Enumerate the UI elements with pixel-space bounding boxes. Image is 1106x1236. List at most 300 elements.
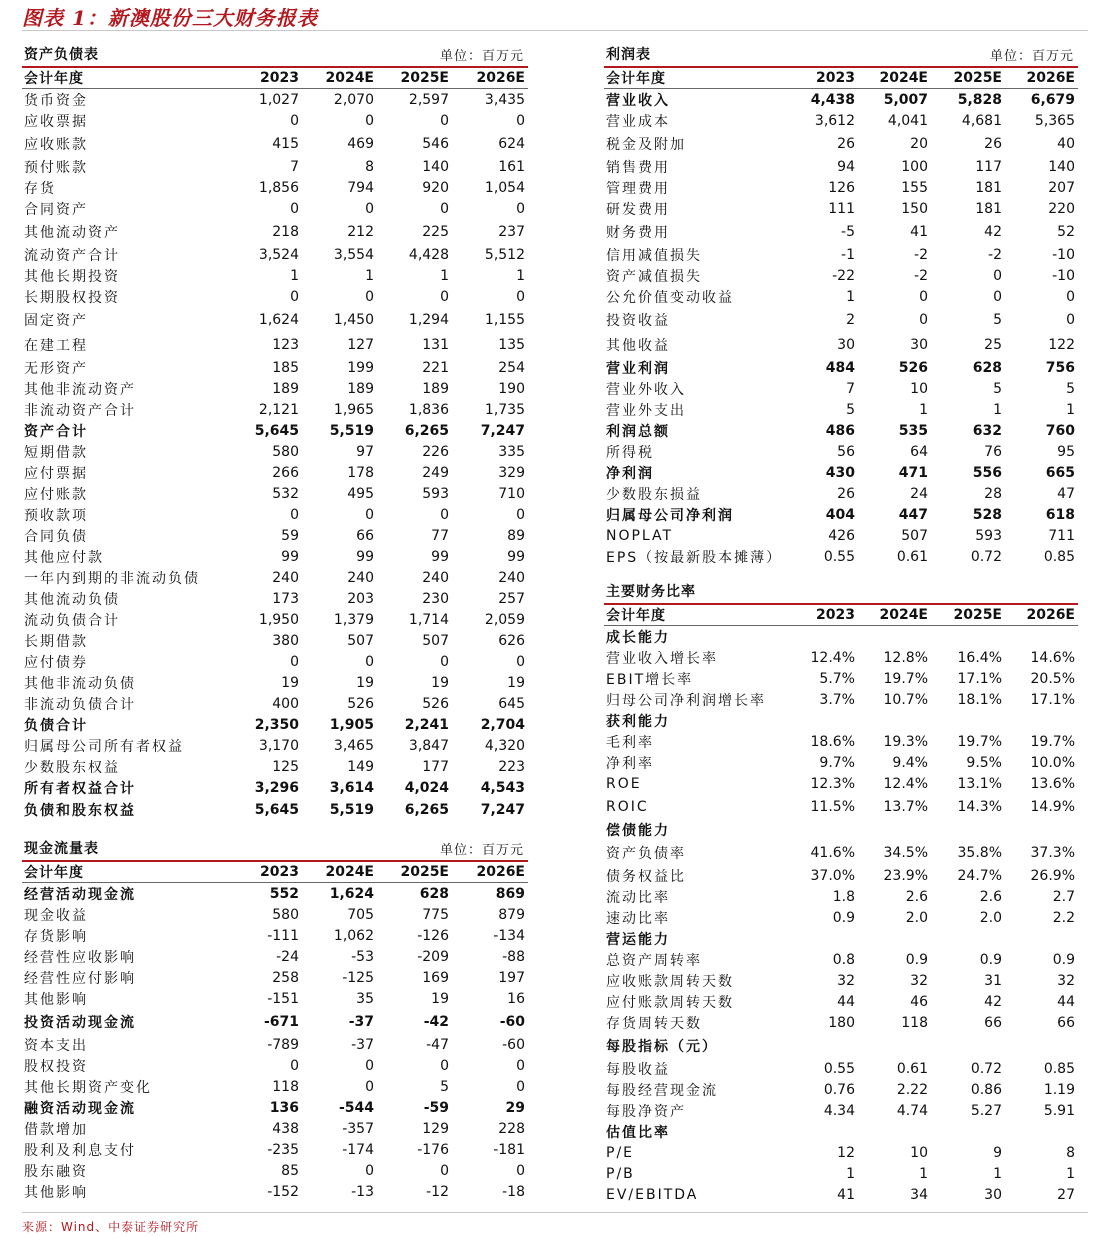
value-cell: -60	[499, 1013, 525, 1030]
table-row	[604, 244, 1078, 265]
value-cell: 6,265	[404, 802, 449, 818]
row-label: 毛利率	[606, 734, 654, 751]
row-label: 速动比率	[606, 910, 670, 927]
value-cell: 14.9%	[1030, 798, 1075, 815]
value-cell: 97	[356, 443, 374, 460]
value-cell: 140	[422, 158, 449, 175]
value-cell: 1,450	[333, 311, 374, 328]
row-label: 无形资产	[24, 360, 88, 377]
value-cell: 26.9%	[1030, 867, 1075, 884]
value-cell: 26	[837, 135, 855, 152]
row-label: 其他应付款	[24, 549, 104, 566]
row-label: 非流动资产合计	[24, 402, 136, 419]
value-cell: 11.5%	[810, 798, 855, 815]
value-cell: 99	[356, 548, 374, 565]
value-cell: 580	[272, 906, 299, 923]
value-cell: 484	[825, 359, 855, 376]
value-cell: 4,681	[961, 112, 1002, 129]
table-row	[22, 651, 528, 672]
value-cell: 99	[431, 548, 449, 565]
value-cell: 41	[837, 1186, 855, 1203]
value-cell: 471	[898, 464, 928, 481]
row-label: 存货	[24, 180, 56, 197]
row-label: 现金收益	[24, 907, 88, 924]
row-label: 经营性应付影响	[24, 970, 136, 987]
value-cell: 13.6%	[1030, 775, 1075, 792]
value-cell: -5	[841, 223, 855, 240]
value-cell: 225	[422, 223, 449, 240]
value-cell: 27	[1057, 1186, 1075, 1203]
row-label: 利润总额	[606, 423, 670, 440]
table-row	[22, 798, 528, 822]
column-header-label: 会计年度	[606, 71, 666, 87]
value-cell: -209	[417, 948, 449, 965]
row-label: NOPLAT	[606, 527, 674, 544]
value-cell: 9.4%	[892, 754, 928, 771]
value-cell: 0	[290, 653, 299, 670]
value-cell: 32	[837, 972, 855, 989]
row-label: 信用减值损失	[606, 247, 702, 264]
column-header-year: 2023	[816, 70, 855, 86]
value-cell: 203	[347, 590, 374, 607]
value-cell: 12.4%	[883, 775, 928, 792]
value-cell: 19	[356, 674, 374, 691]
value-cell: -60	[502, 1036, 525, 1053]
value-cell: 0	[365, 653, 374, 670]
table-row	[604, 991, 1078, 1012]
value-cell: 7	[846, 380, 855, 397]
table-row	[604, 89, 1078, 110]
table-row	[22, 1009, 528, 1034]
table-row	[22, 110, 528, 131]
value-cell: 705	[347, 906, 374, 923]
value-cell: 0.61	[896, 548, 928, 565]
value-cell: 580	[272, 443, 299, 460]
value-cell: 645	[498, 695, 525, 712]
table-row	[604, 886, 1078, 907]
table-row	[604, 357, 1078, 378]
table-row	[22, 883, 528, 904]
value-cell: 528	[972, 506, 1002, 523]
column-header-year: 2025E	[953, 607, 1002, 623]
value-cell: 169	[422, 969, 449, 986]
value-cell: 426	[828, 527, 855, 544]
table-row	[22, 1160, 528, 1181]
value-cell: 0	[365, 1162, 374, 1179]
value-cell: 12.3%	[810, 775, 855, 792]
table-row	[604, 689, 1078, 710]
table-row	[604, 399, 1078, 420]
value-cell: 10.0%	[1030, 754, 1075, 771]
value-cell: 177	[422, 758, 449, 775]
column-header-year: 2024E	[325, 864, 374, 880]
table-row	[604, 1012, 1078, 1033]
table-row	[22, 462, 528, 483]
section-heading-row	[604, 819, 1078, 840]
value-cell: 1,950	[258, 611, 299, 628]
value-cell: 42	[984, 223, 1002, 240]
row-label: ROIC	[606, 798, 649, 815]
table-row	[604, 110, 1078, 131]
row-label: 一年内到期的非流动负债	[24, 570, 200, 587]
value-cell: 2,350	[254, 716, 299, 733]
row-label: 存货影响	[24, 928, 88, 945]
value-cell: 17.1%	[957, 670, 1002, 687]
row-label: 长期股权投资	[24, 289, 120, 306]
row-label: 净利润	[606, 465, 654, 482]
row-label: 管理费用	[606, 180, 670, 197]
value-cell: 2,597	[408, 91, 449, 108]
value-cell: 0	[440, 1162, 449, 1179]
value-cell: 41	[910, 223, 928, 240]
value-cell: 20.5%	[1030, 670, 1075, 687]
value-cell: 18.1%	[957, 691, 1002, 708]
value-cell: 95	[1057, 443, 1075, 460]
value-cell: 149	[347, 758, 374, 775]
row-label: 应付债券	[24, 654, 88, 671]
value-cell: 593	[975, 527, 1002, 544]
value-cell: -544	[338, 1099, 374, 1116]
column-header-year: 2023	[816, 607, 855, 623]
value-cell: 161	[498, 158, 525, 175]
income-statement-header	[604, 46, 1078, 68]
value-cell: 0	[1066, 311, 1075, 328]
value-cell: 258	[272, 969, 299, 986]
income-statement-panel	[604, 46, 1078, 567]
column-header-year: 2026E	[1026, 607, 1075, 623]
value-cell: 0	[440, 506, 449, 523]
table-row	[604, 752, 1078, 773]
value-cell: 76	[984, 443, 1002, 460]
value-cell: 6,679	[1030, 91, 1075, 108]
row-label: 预收款项	[24, 507, 88, 524]
value-cell: 123	[272, 336, 299, 353]
row-label: 净利率	[606, 755, 654, 772]
value-cell: 32	[1057, 972, 1075, 989]
row-label: 融资活动现金流	[24, 1100, 136, 1117]
table-row	[22, 567, 528, 588]
value-cell: 526	[422, 695, 449, 712]
value-cell: 52	[1057, 223, 1075, 240]
value-cell: 760	[1045, 422, 1075, 439]
value-cell: 3,296	[254, 779, 299, 796]
value-cell: 3.7%	[819, 691, 855, 708]
row-label: 股东融资	[24, 1163, 88, 1180]
value-cell: 0.86	[970, 1081, 1002, 1098]
value-cell: 756	[1045, 359, 1075, 376]
value-cell: 0.55	[823, 1060, 855, 1077]
value-cell: 100	[901, 158, 928, 175]
table-row	[22, 286, 528, 307]
value-cell: 0.9	[905, 951, 928, 968]
value-cell: 42	[984, 993, 1002, 1010]
row-label: 经营性应收影响	[24, 949, 136, 966]
value-cell: 46	[910, 993, 928, 1010]
row-label: 短期借款	[24, 444, 88, 461]
value-cell: 2	[846, 311, 855, 328]
value-cell: 64	[910, 443, 928, 460]
value-cell: 632	[972, 422, 1002, 439]
value-cell: 1,836	[408, 401, 449, 418]
value-cell: -1	[841, 246, 855, 263]
column-header-label: 会计年度	[24, 865, 84, 881]
row-label: 流动资产合计	[24, 247, 120, 264]
section-heading-row	[604, 710, 1078, 731]
value-cell: 19.7%	[883, 670, 928, 687]
value-cell: 495	[347, 485, 374, 502]
table-row	[604, 865, 1078, 886]
value-cell: 66	[1057, 1014, 1075, 1031]
section-heading: 估值比率	[606, 1124, 670, 1141]
value-cell: 226	[422, 443, 449, 460]
value-cell: 507	[347, 632, 374, 649]
section-heading-row	[604, 928, 1078, 949]
row-label: 营业收入	[606, 92, 670, 109]
value-cell: 4,024	[404, 779, 449, 796]
value-cell: 111	[828, 200, 855, 217]
value-cell: 0	[516, 200, 525, 217]
row-label: 货币资金	[24, 92, 88, 109]
value-cell: 546	[422, 135, 449, 152]
value-cell: 1	[1066, 401, 1075, 418]
table-row	[604, 177, 1078, 198]
value-cell: 12	[837, 1144, 855, 1161]
value-cell: 1	[919, 1165, 928, 1182]
value-cell: -671	[263, 1013, 299, 1030]
table-row	[22, 735, 528, 756]
row-label: 在建工程	[24, 337, 88, 354]
value-cell: -37	[351, 1036, 374, 1053]
value-cell: 0	[440, 1057, 449, 1074]
value-cell: 447	[898, 506, 928, 523]
value-cell: 56	[837, 443, 855, 460]
value-cell: 0	[516, 1057, 525, 1074]
table-row	[22, 357, 528, 378]
table-row	[22, 1181, 528, 1202]
page-title: 图表 1：新澳股份三大财务报表	[22, 6, 318, 30]
value-cell: 5	[993, 380, 1002, 397]
row-label: 其他影响	[24, 1184, 88, 1201]
value-cell: 117	[975, 158, 1002, 175]
value-cell: -24	[276, 948, 299, 965]
income-statement-unit: 单位：百万元	[989, 49, 1074, 64]
value-cell: 178	[347, 464, 374, 481]
row-label: 长期借款	[24, 633, 88, 650]
value-cell: 140	[1048, 158, 1075, 175]
value-cell: 0.72	[970, 548, 1002, 565]
value-cell: 4,428	[408, 246, 449, 263]
value-cell: 173	[272, 590, 299, 607]
value-cell: 5	[993, 311, 1002, 328]
balance-sheet-unit: 单位：百万元	[439, 49, 524, 64]
value-cell: 77	[431, 527, 449, 544]
table-row	[22, 378, 528, 399]
value-cell: 1	[1066, 1165, 1075, 1182]
value-cell: 6,265	[404, 422, 449, 439]
value-cell: 628	[419, 885, 449, 902]
value-cell: 526	[898, 359, 928, 376]
value-cell: 0.72	[970, 1060, 1002, 1077]
value-cell: -12	[426, 1183, 449, 1200]
value-cell: 5,828	[957, 91, 1002, 108]
value-cell: 794	[347, 179, 374, 196]
value-cell: 14.3%	[957, 798, 1002, 815]
value-cell: 237	[498, 223, 525, 240]
cash-flow-rows	[22, 883, 528, 1202]
value-cell: 32	[910, 972, 928, 989]
value-cell: 118	[272, 1078, 299, 1095]
column-header-year: 2026E	[476, 864, 525, 880]
table-row	[604, 525, 1078, 546]
cash-flow-unit: 单位：百万元	[439, 843, 524, 858]
section-heading: 营运能力	[606, 931, 670, 948]
value-cell: 9	[993, 1144, 1002, 1161]
value-cell: 18.6%	[810, 733, 855, 750]
row-label: 债务权益比	[606, 868, 686, 885]
table-row	[22, 483, 528, 504]
value-cell: 0	[365, 1078, 374, 1095]
table-row	[22, 1055, 528, 1076]
balance-sheet-column-header	[22, 68, 528, 89]
value-cell: 190	[498, 380, 525, 397]
row-label: 应收票据	[24, 113, 88, 130]
value-cell: 5,512	[484, 246, 525, 263]
value-cell: 5,365	[1034, 112, 1075, 129]
value-cell: 189	[422, 380, 449, 397]
value-cell: -111	[267, 927, 299, 944]
value-cell: 197	[498, 969, 525, 986]
value-cell: 5,645	[254, 422, 299, 439]
value-cell: 4,041	[887, 112, 928, 129]
table-row	[22, 714, 528, 735]
title-divider	[22, 30, 1088, 31]
value-cell: 1	[993, 1165, 1002, 1182]
value-cell: 31	[984, 972, 1002, 989]
value-cell: -37	[348, 1013, 374, 1030]
table-row	[22, 525, 528, 546]
table-row	[604, 265, 1078, 286]
value-cell: 0.9	[979, 951, 1002, 968]
row-label: 营业收入增长率	[606, 650, 718, 667]
table-row	[22, 1097, 528, 1118]
value-cell: 5	[440, 1078, 449, 1095]
value-cell: 16.4%	[957, 649, 1002, 666]
row-label: 经营活动现金流	[24, 886, 136, 903]
row-label: 税金及附加	[606, 136, 686, 153]
balance-sheet-rows	[22, 89, 528, 822]
value-cell: 189	[272, 380, 299, 397]
value-cell: 0	[516, 1078, 525, 1095]
row-label: 总资产周转率	[606, 952, 702, 969]
table-row	[604, 546, 1078, 567]
row-label: 每股收益	[606, 1061, 670, 1078]
value-cell: 23.9%	[883, 867, 928, 884]
table-row	[604, 420, 1078, 441]
value-cell: 1,054	[484, 179, 525, 196]
row-label: 少数股东损益	[606, 486, 702, 503]
value-cell: 122	[1048, 336, 1075, 353]
value-cell: 136	[269, 1099, 299, 1116]
value-cell: 0	[365, 1057, 374, 1074]
table-row	[604, 378, 1078, 399]
value-cell: 0	[919, 288, 928, 305]
value-cell: 85	[281, 1162, 299, 1179]
section-heading: 偿债能力	[606, 822, 670, 839]
value-cell: -2	[914, 267, 928, 284]
value-cell: 240	[272, 569, 299, 586]
column-header-year: 2026E	[1026, 70, 1075, 86]
table-row	[22, 504, 528, 525]
row-label: 合同负债	[24, 528, 88, 545]
financial-ratios-rows	[604, 626, 1078, 1205]
value-cell: 0	[993, 267, 1002, 284]
value-cell: 1	[846, 288, 855, 305]
value-cell: 118	[901, 1014, 928, 1031]
row-label: 其他流动负债	[24, 591, 120, 608]
column-header-year: 2023	[260, 70, 299, 86]
cash-flow-column-header	[22, 862, 528, 883]
income-statement-rows	[604, 89, 1078, 567]
table-row	[22, 332, 528, 357]
value-cell: 0	[440, 112, 449, 129]
row-label: 股权投资	[24, 1058, 88, 1075]
table-row	[604, 840, 1078, 865]
value-cell: -53	[351, 948, 374, 965]
value-cell: 220	[1048, 200, 1075, 217]
value-cell: 0	[290, 288, 299, 305]
value-cell: 129	[422, 1120, 449, 1137]
value-cell: 0	[516, 1162, 525, 1179]
value-cell: 5,007	[883, 91, 928, 108]
value-cell: 552	[269, 885, 299, 902]
value-cell: 5.27	[970, 1102, 1002, 1119]
table-row	[22, 420, 528, 441]
value-cell: 920	[422, 179, 449, 196]
value-cell: 5.7%	[819, 670, 855, 687]
row-label: 资产合计	[24, 423, 88, 440]
value-cell: 0	[365, 112, 374, 129]
value-cell: 19	[281, 674, 299, 691]
value-cell: -47	[426, 1036, 449, 1053]
value-cell: 37.3%	[1030, 844, 1075, 861]
value-cell: 199	[347, 359, 374, 376]
value-cell: 0	[365, 288, 374, 305]
value-cell: -125	[342, 969, 374, 986]
value-cell: 1	[290, 267, 299, 284]
value-cell: 29	[505, 1099, 525, 1116]
row-label: 归属母公司所有者权益	[24, 738, 184, 755]
table-row	[22, 967, 528, 988]
value-cell: 9.7%	[819, 754, 855, 771]
value-cell: 1,905	[329, 716, 374, 733]
row-label: 资本支出	[24, 1037, 88, 1054]
value-cell: 1,624	[258, 311, 299, 328]
value-cell: 26	[837, 485, 855, 502]
value-cell: 0	[290, 1057, 299, 1074]
value-cell: 526	[347, 695, 374, 712]
row-label: 其他长期资产变化	[24, 1079, 152, 1096]
value-cell: -2	[988, 246, 1002, 263]
value-cell: 249	[422, 464, 449, 481]
section-heading: 每股指标（元）	[606, 1038, 718, 1055]
row-label: 所有者权益合计	[24, 780, 136, 797]
value-cell: 3,612	[814, 112, 855, 129]
table-row	[604, 1058, 1078, 1079]
value-cell: 207	[1048, 179, 1075, 196]
value-cell: 1,856	[258, 179, 299, 196]
value-cell: 5,519	[329, 802, 374, 818]
value-cell: 1.8	[832, 888, 855, 905]
